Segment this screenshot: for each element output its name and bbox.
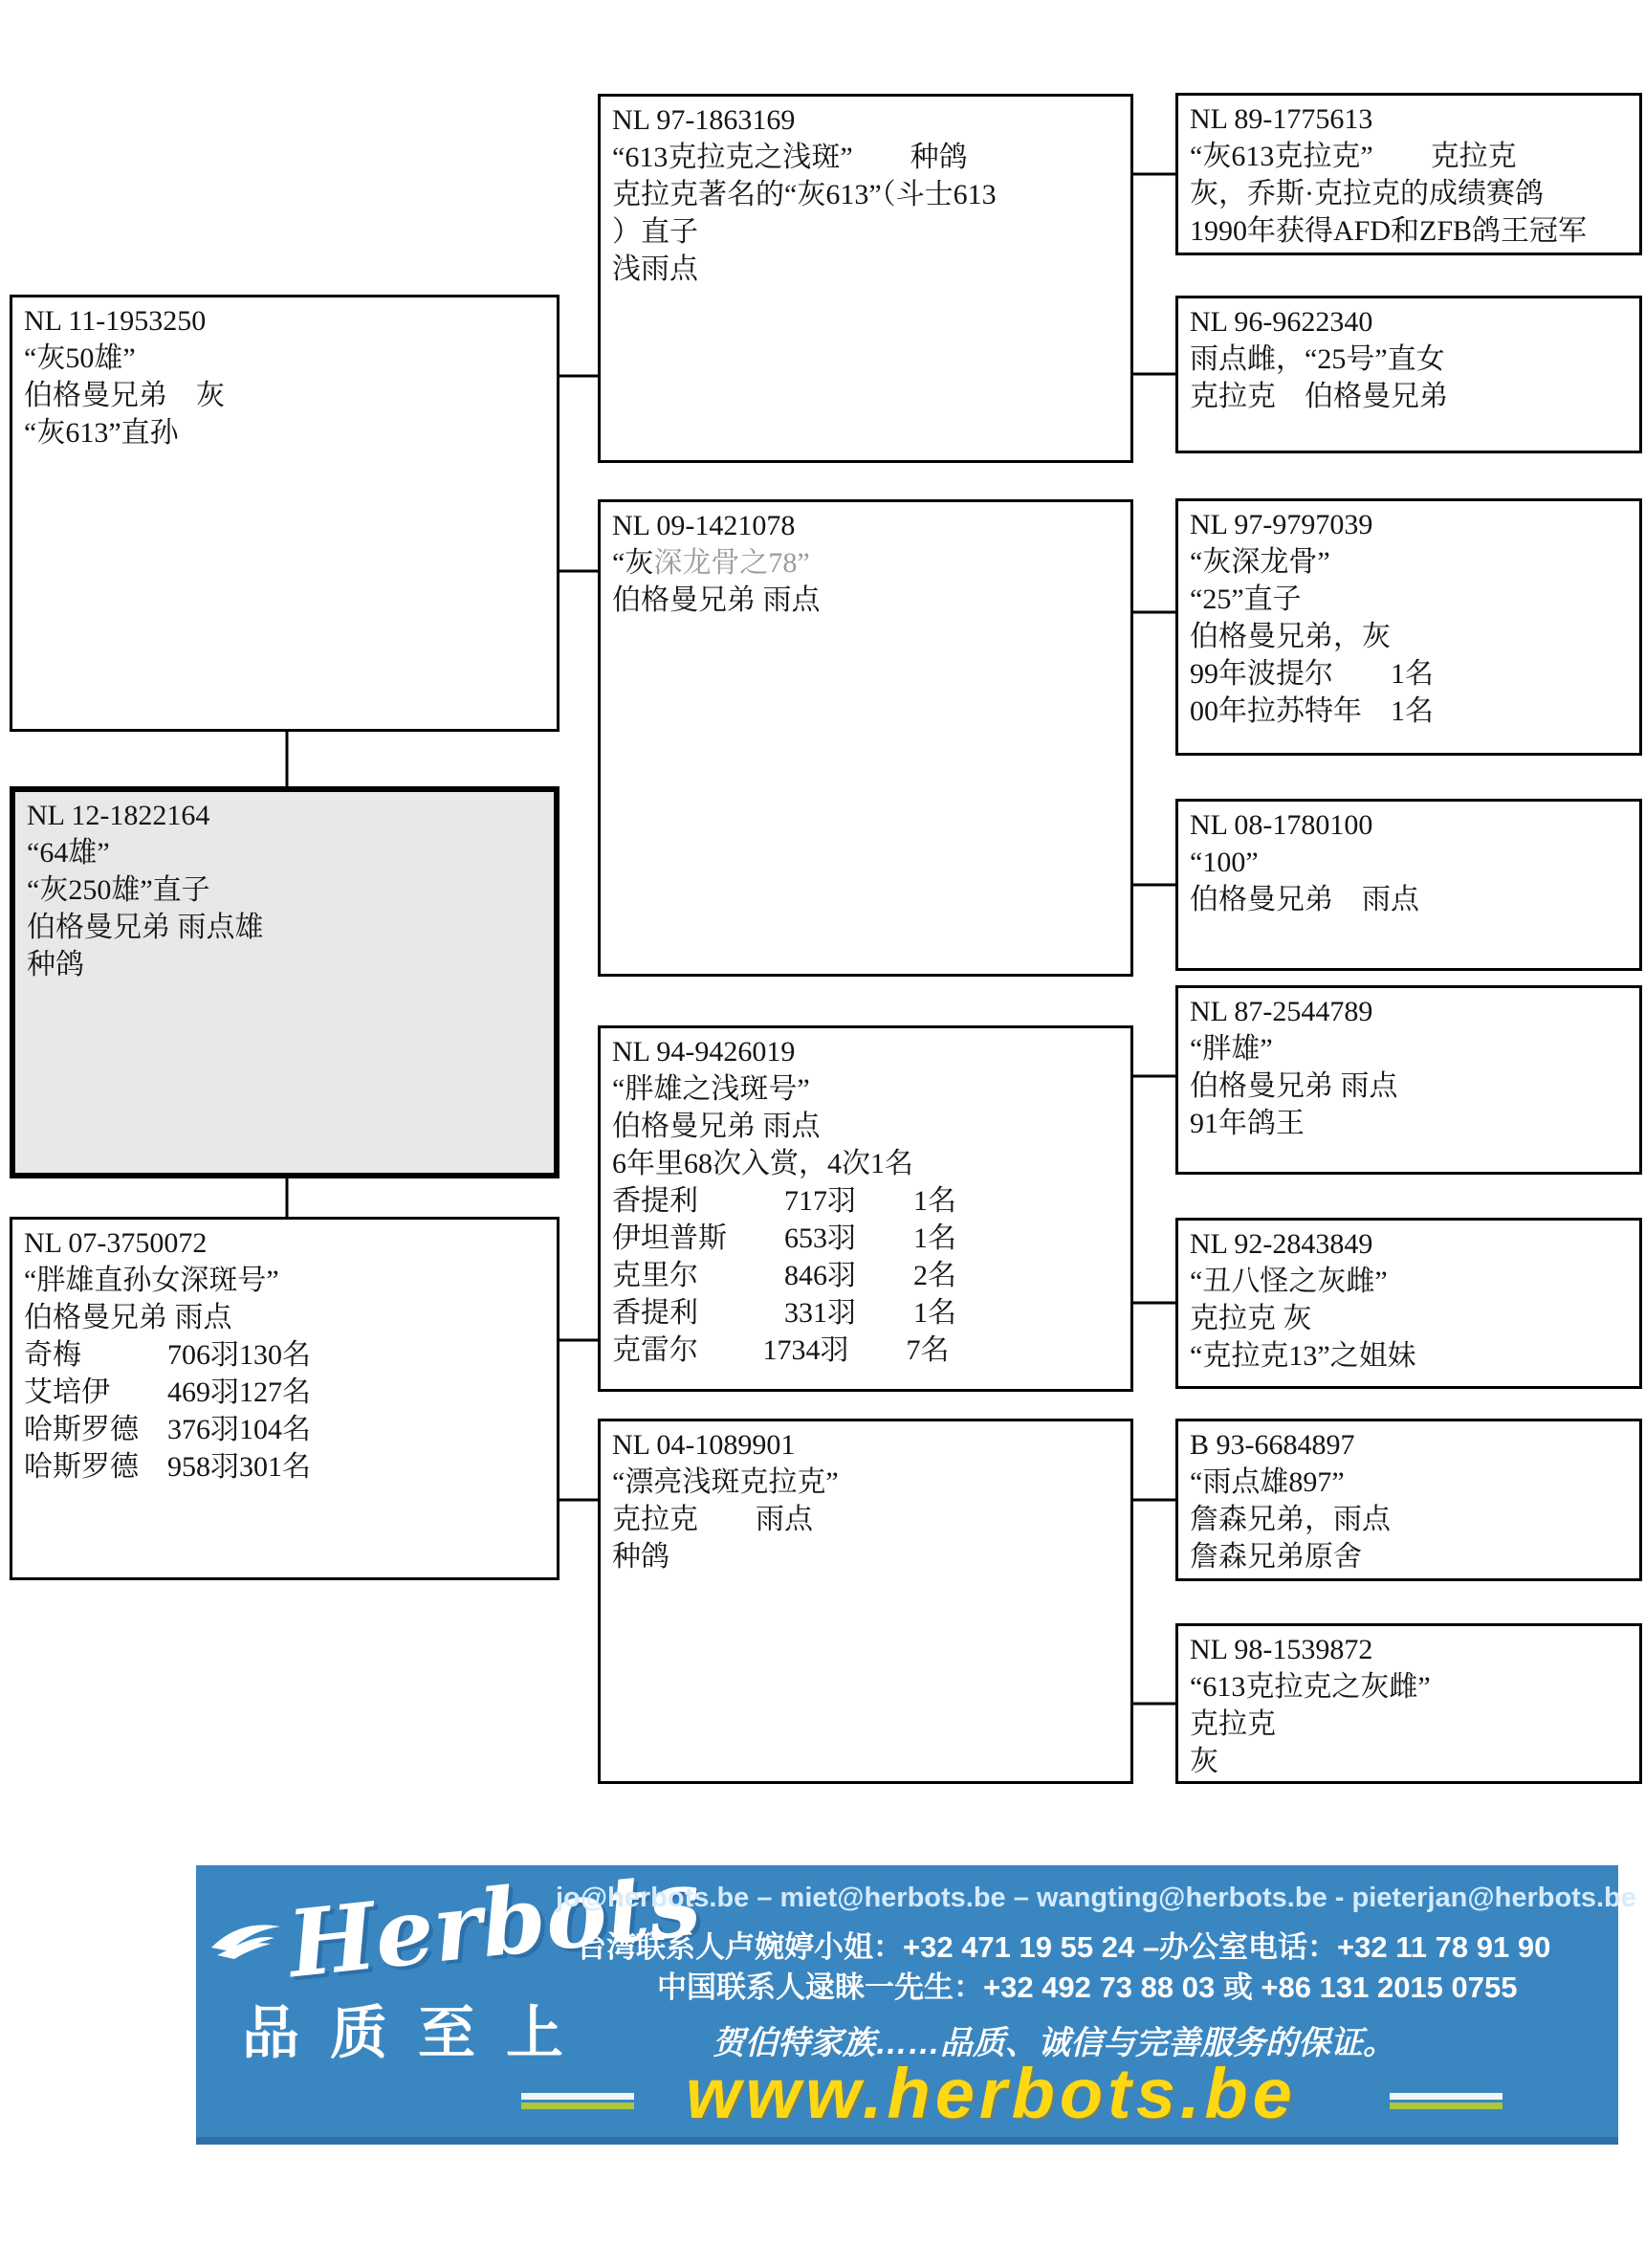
box-text-line: 种鸽 [27,949,84,980]
box-text-line: “灰深龙骨” [1190,546,1330,578]
box-text-line: NL 89-1775613 [1190,103,1373,135]
pedigree-box-NL-98-1539872 [1175,1623,1642,1784]
box-text-line: 伯格曼兄弟 灰 [24,380,225,411]
box-text-line: “灰613克拉克” 克拉克 [1190,141,1517,172]
box-text-line: NL 87-2544789 [1190,996,1373,1027]
box-text-line: “克拉克13”之姐妹 [1190,1340,1416,1372]
box-text-line: 1990年获得AFD和ZFB鸽王冠军 [1190,215,1588,247]
box-text-line: NL 97-1863169 [612,104,796,136]
pedigree-box-NL-04-1089901 [598,1419,1133,1784]
box-text-line: NL 08-1780100 [1190,809,1373,841]
box-text-line: 詹森兄弟原舍 [1190,1541,1362,1573]
box-text-line: 伊坦普斯 653羽 1名 [612,1222,956,1254]
box-text-line: 伯格曼兄弟 雨点 [24,1302,232,1333]
box-text-line: “胖雄之浅斑号” [612,1073,810,1105]
pedigree-box-NL-08-1780100 [1175,799,1642,971]
box-text-line: “灰深龙骨之78” [612,547,810,579]
pedigree-box-B-93-6684897 [1175,1419,1642,1581]
box-text-line: 克里尔 846羽 2名 [612,1260,956,1291]
box-text-line: “漂亮浅斑克拉克” [612,1466,839,1498]
box-text-line: 灰，乔斯·克拉克的成绩赛鸽 [1190,178,1544,209]
box-text-line: 伯格曼兄弟 雨点 [1190,884,1419,915]
box-text-line: 伯格曼兄弟，灰 [1190,621,1391,652]
box-text-line: 奇梅 706羽130名 [24,1339,311,1371]
box-text-line: 种鸽 [612,1541,669,1573]
logo-subtitle: 品质至上 [242,2001,594,2065]
pedigree-box-NL-11-1953250 [10,295,559,732]
box-text-line: “灰50雄” [24,342,136,374]
box-text-line: 6年里68次入赏，4次1名 [612,1148,913,1179]
pedigree-box-NL-87-2544789 [1175,985,1642,1175]
box-text-line: 艾培伊 469羽127名 [24,1376,311,1408]
decor-bar-left-white [521,2093,634,2100]
box-text-line: NL 96-9622340 [1190,306,1373,338]
banner-website: www.herbots.be [686,2054,1297,2133]
box-text-line: “613克拉克之浅斑” 种鸽 [612,142,968,173]
box-text-line: “胖雄直孙女深斑号” [24,1265,279,1296]
herbots-banner [196,1847,1636,2145]
pedigree-box-NL-09-1421078 [598,499,1133,977]
box-text-line: 哈斯罗德 958羽301名 [24,1451,311,1483]
box-text-line: 伯格曼兄弟 雨点 [612,584,821,616]
box-text-line: 克拉克 [1190,1708,1276,1740]
box-text-line: 克拉克 雨点 [612,1504,813,1535]
box-text-line: 伯格曼兄弟 雨点 [1190,1070,1398,1102]
box-text-line: 浅雨点 [612,253,698,285]
box-text-line: 雨点雌，“25号”直女 [1190,343,1445,375]
pedigree-box-NL-94-9426019 [598,1025,1133,1392]
box-text-line: 灰 [1190,1746,1218,1777]
box-text-line: NL 11-1953250 [24,305,207,337]
box-text-line: 克拉克 灰 [1190,1303,1312,1334]
box-text-line: NL 92-2843849 [1190,1228,1373,1260]
box-text-line: NL 94-9426019 [612,1036,796,1068]
box-text-line: NL 97-9797039 [1190,509,1373,540]
box-text-line: B 93-6684897 [1190,1429,1355,1461]
box-text-line: NL 04-1089901 [612,1429,796,1461]
box-text-line: 99年波提尔 1名 [1190,658,1434,690]
box-text-line: NL 12-1822164 [27,800,210,831]
box-text-line: 伯格曼兄弟 雨点雄 [27,912,264,943]
box-text-line: 91年鸽王 [1190,1108,1305,1139]
pedigree-box-NL-97-1863169 [598,94,1133,463]
box-text-line: “雨点雄897” [1190,1466,1345,1498]
box-text-line: 00年拉苏特年 1名 [1190,695,1434,727]
pedigree-box-NL-12-1822164 [10,786,559,1178]
pedigree-box-NL-89-1775613 [1175,93,1642,255]
banner-emails: jo@herbots.be – miet@herbots.be – wangting@herbots.be - pieterjan@herbots.be [556,1883,1636,1913]
box-text-line: “25”直子 [1190,584,1302,615]
box-text-line: 克拉克著名的“灰613”（斗士613 [612,179,997,210]
box-text-line: NL 09-1421078 [612,510,796,541]
box-text-line: 伯格曼兄弟 雨点 [612,1111,821,1142]
box-text-line: 香提利 717羽 1名 [612,1185,956,1217]
box-text-line: “灰250雄”直子 [27,874,210,906]
box-text-line: 香提利 331羽 1名 [612,1297,956,1329]
banner-contact-china: 中国联系人逯睐一先生：+32 492 73 88 03 或 +86 131 2015 0755 [657,1971,1518,2004]
box-text-line: NL 07-3750072 [24,1227,208,1259]
box-text-line: 克雷尔 1734羽 7名 [612,1334,950,1366]
gray-text-segment: 深龙骨之78” [653,547,810,579]
box-text-line: NL 98-1539872 [1190,1634,1373,1665]
banner-slogan: 贺伯特家族……品质、诚信与完善服务的保证。 [713,2025,1395,2061]
decor-bar-left-green [521,2103,634,2109]
box-text-line: 哈斯罗德 376羽104名 [24,1414,311,1445]
decor-bar-right-white [1390,2093,1502,2100]
box-text-line: “100” [1190,847,1259,878]
box-text-line: 克拉克 伯格曼兄弟 [1190,381,1448,412]
box-text-line: “丑八怪之灰雌” [1190,1266,1388,1297]
herbots-logo: Herbots [283,1847,706,1999]
decor-bar-right-green [1390,2103,1502,2109]
pedigree-box-NL-97-9797039 [1175,498,1642,756]
pedigree-box-NL-07-3750072 [10,1217,559,1580]
box-text-line: “胖雄” [1190,1033,1273,1065]
box-text-line: “613克拉克之灰雌” [1190,1671,1431,1703]
banner-contact-taiwan: 台湾联系人卢婉婷小姐：+32 471 19 55 24 –办公室电话：+32 11 78 91 90 [577,1930,1551,1964]
box-text-line: 詹森兄弟，雨点 [1190,1504,1391,1535]
box-text-line: ）直子 [612,216,698,248]
box-text-line: “灰613”直孙 [24,417,179,449]
pedigree-box-NL-96-9622340 [1175,296,1642,453]
box-text-line: “64雄” [27,837,110,869]
pedigree-box-NL-92-2843849 [1175,1218,1642,1389]
